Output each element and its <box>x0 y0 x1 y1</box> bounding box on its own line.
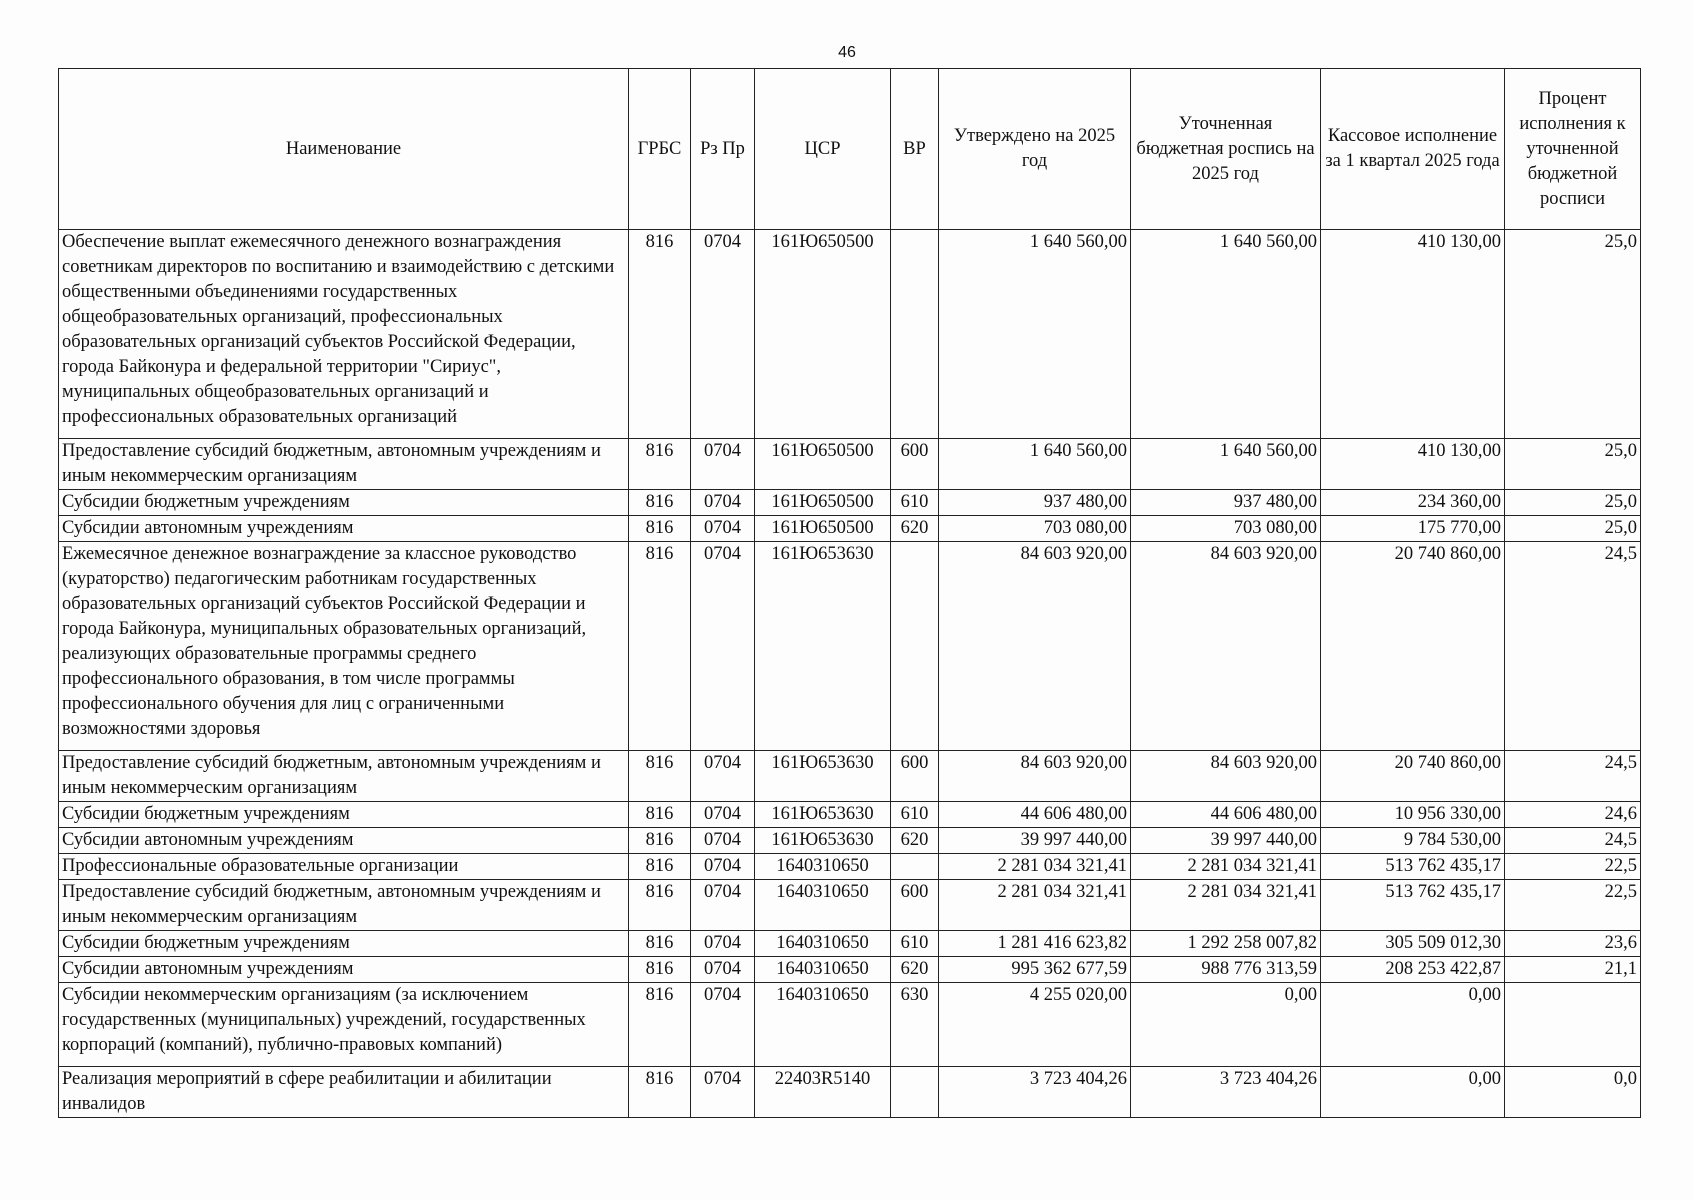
row-refined: 1 292 258 007,82 <box>1131 931 1321 957</box>
row-vr <box>891 854 939 880</box>
row-rzpr: 0704 <box>691 957 755 983</box>
row-percent: 23,6 <box>1505 931 1641 957</box>
row-grbs: 816 <box>629 490 691 516</box>
row-cash: 20 740 860,00 <box>1321 542 1505 751</box>
row-rzpr: 0704 <box>691 1067 755 1118</box>
row-percent: 25,0 <box>1505 230 1641 439</box>
row-csr: 1640310650 <box>755 983 891 1067</box>
row-rzpr: 0704 <box>691 542 755 751</box>
row-rzpr: 0704 <box>691 802 755 828</box>
table-row <box>59 880 1641 931</box>
header-refined: Уточненная бюджетная роспись на 2025 год <box>1131 69 1321 230</box>
row-name: Субсидии бюджетным учреждениям <box>59 802 629 828</box>
row-refined: 39 997 440,00 <box>1131 828 1321 854</box>
row-vr: 610 <box>891 490 939 516</box>
row-percent: 24,5 <box>1505 751 1641 802</box>
row-grbs: 816 <box>629 828 691 854</box>
table-row <box>59 854 1641 880</box>
row-cash: 208 253 422,87 <box>1321 957 1505 983</box>
row-percent: 24,5 <box>1505 828 1641 854</box>
row-name: Предоставление субсидий бюджетным, автономным учреждениям и иным некоммерческим организациям <box>59 439 629 490</box>
row-cash: 410 130,00 <box>1321 230 1505 439</box>
budget-table <box>58 68 1641 1118</box>
row-vr <box>891 1067 939 1118</box>
table-header-row <box>59 69 1641 230</box>
row-name: Субсидии бюджетным учреждениям <box>59 931 629 957</box>
header-cash: Кассовое исполнение за 1 квартал 2025 года <box>1321 69 1505 230</box>
row-vr: 600 <box>891 751 939 802</box>
row-approved: 84 603 920,00 <box>939 751 1131 802</box>
row-percent <box>1505 983 1641 1067</box>
row-grbs: 816 <box>629 983 691 1067</box>
table-row <box>59 230 1641 439</box>
table-row <box>59 542 1641 751</box>
row-percent: 25,0 <box>1505 516 1641 542</box>
table-row <box>59 957 1641 983</box>
row-refined: 1 640 560,00 <box>1131 439 1321 490</box>
row-csr: 161Ю650500 <box>755 230 891 439</box>
row-refined: 44 606 480,00 <box>1131 802 1321 828</box>
row-approved: 995 362 677,59 <box>939 957 1131 983</box>
row-name: Обеспечение выплат ежемесячного денежного вознаграждения советникам директоров по воспитанию и взаимодействию с детскими общественными объединениями государственных общеобразовательных организаций, профессиональных образовательных организаций субъектов Российской Федерации, города Байконура и федеральной территории "Сириус", муниципальных общеобразовательных организаций и профессиональных образовательных организаций <box>59 230 629 439</box>
row-approved: 1 640 560,00 <box>939 230 1131 439</box>
row-approved: 3 723 404,26 <box>939 1067 1131 1118</box>
row-csr: 161Ю653630 <box>755 542 891 751</box>
header-grbs: ГРБС <box>629 69 691 230</box>
row-cash: 20 740 860,00 <box>1321 751 1505 802</box>
row-vr: 620 <box>891 516 939 542</box>
table-row <box>59 983 1641 1067</box>
row-csr: 1640310650 <box>755 931 891 957</box>
row-approved: 4 255 020,00 <box>939 983 1131 1067</box>
row-cash: 513 762 435,17 <box>1321 854 1505 880</box>
row-vr <box>891 230 939 439</box>
row-vr: 610 <box>891 802 939 828</box>
header-approved: Утверждено на 2025 год <box>939 69 1131 230</box>
row-name: Предоставление субсидий бюджетным, автономным учреждениям и иным некоммерческим организациям <box>59 751 629 802</box>
header-csr: ЦСР <box>755 69 891 230</box>
row-vr: 620 <box>891 957 939 983</box>
row-approved: 39 997 440,00 <box>939 828 1131 854</box>
row-cash: 305 509 012,30 <box>1321 931 1505 957</box>
header-rzpr: Рз Пр <box>691 69 755 230</box>
row-cash: 0,00 <box>1321 1067 1505 1118</box>
row-cash: 0,00 <box>1321 983 1505 1067</box>
row-vr: 620 <box>891 828 939 854</box>
row-refined: 2 281 034 321,41 <box>1131 880 1321 931</box>
row-grbs: 816 <box>629 751 691 802</box>
row-grbs: 816 <box>629 880 691 931</box>
header-vr: ВР <box>891 69 939 230</box>
row-approved: 703 080,00 <box>939 516 1131 542</box>
row-approved: 44 606 480,00 <box>939 802 1131 828</box>
table-row <box>59 439 1641 490</box>
row-name: Субсидии автономным учреждениям <box>59 957 629 983</box>
row-refined: 988 776 313,59 <box>1131 957 1321 983</box>
row-name: Профессиональные образовательные организации <box>59 854 629 880</box>
row-rzpr: 0704 <box>691 490 755 516</box>
row-name: Ежемесячное денежное вознаграждение за классное руководство (кураторство) педагогическим работникам государственных образовательных организаций субъектов Российской Федерации и города Байконура, муниципальных образовательных организаций, реализующих образовательные программы среднего профессионального образования, в том числе программы профессионального обучения для лиц с ограниченными возможностями здоровья <box>59 542 629 751</box>
row-refined: 703 080,00 <box>1131 516 1321 542</box>
row-refined: 84 603 920,00 <box>1131 542 1321 751</box>
row-approved: 1 640 560,00 <box>939 439 1131 490</box>
row-rzpr: 0704 <box>691 880 755 931</box>
row-csr: 161Ю653630 <box>755 828 891 854</box>
row-rzpr: 0704 <box>691 828 755 854</box>
table-row <box>59 802 1641 828</box>
row-approved: 2 281 034 321,41 <box>939 880 1131 931</box>
row-grbs: 816 <box>629 854 691 880</box>
row-percent: 0,0 <box>1505 1067 1641 1118</box>
row-rzpr: 0704 <box>691 230 755 439</box>
row-grbs: 816 <box>629 542 691 751</box>
row-grbs: 816 <box>629 931 691 957</box>
row-percent: 25,0 <box>1505 490 1641 516</box>
row-percent: 24,6 <box>1505 802 1641 828</box>
table-row <box>59 1067 1641 1118</box>
row-name: Предоставление субсидий бюджетным, автономным учреждениям и иным некоммерческим организациям <box>59 880 629 931</box>
row-rzpr: 0704 <box>691 516 755 542</box>
row-name: Субсидии автономным учреждениям <box>59 828 629 854</box>
row-percent: 25,0 <box>1505 439 1641 490</box>
row-csr: 1640310650 <box>755 854 891 880</box>
header-name: Наименование <box>59 69 629 230</box>
row-cash: 513 762 435,17 <box>1321 880 1505 931</box>
row-refined: 84 603 920,00 <box>1131 751 1321 802</box>
row-approved: 937 480,00 <box>939 490 1131 516</box>
row-csr: 1640310650 <box>755 957 891 983</box>
row-rzpr: 0704 <box>691 751 755 802</box>
row-csr: 161Ю650500 <box>755 516 891 542</box>
row-cash: 234 360,00 <box>1321 490 1505 516</box>
row-grbs: 816 <box>629 439 691 490</box>
row-grbs: 816 <box>629 957 691 983</box>
row-name: Реализация мероприятий в сфере реабилитации и абилитации инвалидов <box>59 1067 629 1118</box>
row-grbs: 816 <box>629 516 691 542</box>
row-vr: 600 <box>891 439 939 490</box>
row-name: Субсидии автономным учреждениям <box>59 516 629 542</box>
row-vr: 610 <box>891 931 939 957</box>
row-csr: 22403R5140 <box>755 1067 891 1118</box>
row-approved: 1 281 416 623,82 <box>939 931 1131 957</box>
row-cash: 9 784 530,00 <box>1321 828 1505 854</box>
row-percent: 24,5 <box>1505 542 1641 751</box>
row-refined: 3 723 404,26 <box>1131 1067 1321 1118</box>
row-rzpr: 0704 <box>691 854 755 880</box>
table-row <box>59 490 1641 516</box>
row-refined: 0,00 <box>1131 983 1321 1067</box>
row-cash: 175 770,00 <box>1321 516 1505 542</box>
row-grbs: 816 <box>629 1067 691 1118</box>
row-csr: 161Ю653630 <box>755 802 891 828</box>
row-csr: 1640310650 <box>755 880 891 931</box>
row-csr: 161Ю650500 <box>755 490 891 516</box>
row-percent: 22,5 <box>1505 854 1641 880</box>
row-approved: 2 281 034 321,41 <box>939 854 1131 880</box>
row-cash: 10 956 330,00 <box>1321 802 1505 828</box>
table-row <box>59 828 1641 854</box>
row-name: Субсидии бюджетным учреждениям <box>59 490 629 516</box>
row-refined: 1 640 560,00 <box>1131 230 1321 439</box>
row-grbs: 816 <box>629 230 691 439</box>
table-row <box>59 931 1641 957</box>
row-cash: 410 130,00 <box>1321 439 1505 490</box>
row-grbs: 816 <box>629 802 691 828</box>
row-rzpr: 0704 <box>691 931 755 957</box>
header-percent: Процент исполнения к уточненной бюджетной росписи <box>1505 69 1641 230</box>
row-vr: 600 <box>891 880 939 931</box>
row-refined: 2 281 034 321,41 <box>1131 854 1321 880</box>
row-csr: 161Ю653630 <box>755 751 891 802</box>
row-approved: 84 603 920,00 <box>939 542 1131 751</box>
row-rzpr: 0704 <box>691 439 755 490</box>
row-refined: 937 480,00 <box>1131 490 1321 516</box>
page-number: 46 <box>838 44 856 61</box>
row-csr: 161Ю650500 <box>755 439 891 490</box>
row-percent: 21,1 <box>1505 957 1641 983</box>
row-vr: 630 <box>891 983 939 1067</box>
row-name: Субсидии некоммерческим организациям (за исключением государственных (муниципальных) учреждений, государственных корпораций (компаний), публично-правовых компаний) <box>59 983 629 1067</box>
row-rzpr: 0704 <box>691 983 755 1067</box>
table-row <box>59 516 1641 542</box>
row-percent: 22,5 <box>1505 880 1641 931</box>
row-vr <box>891 542 939 751</box>
table-row <box>59 751 1641 802</box>
